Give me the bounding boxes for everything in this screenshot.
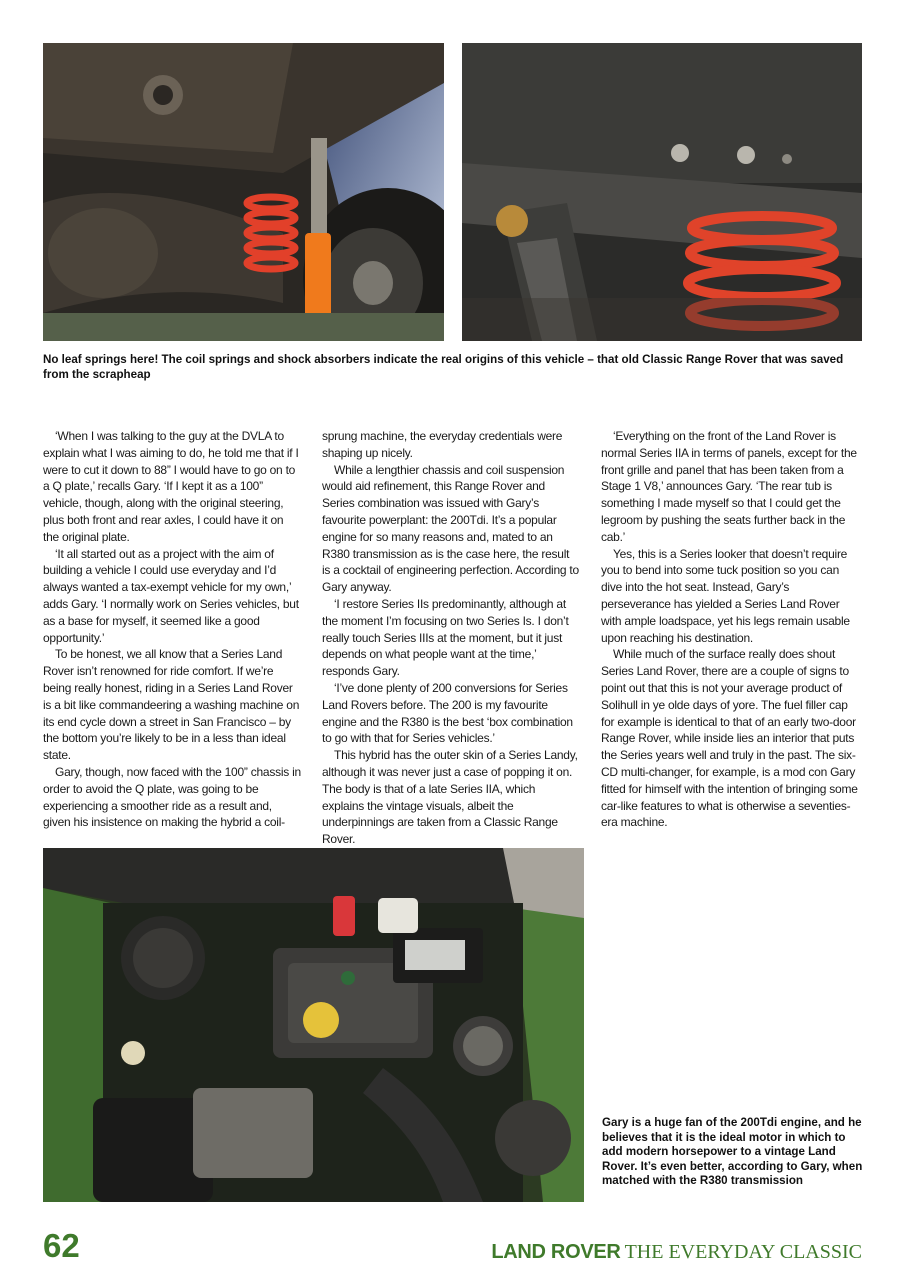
paragraph: This hybrid has the outer skin of a Series Landy, although it was never just a case of popping it on. The body is that of a late Series IIA, which explains the vintage visuals, albeit the underpinnings are taken from a Classic Range Rover. [322,748,578,847]
caption-engine-photo: Gary is a huge fan of the 200Tdi engine, and he believes that it is the ideal motor in which to add modern horsepower to a vintage Land Rover. It’s even better, according to Gary, when matched with the R380 transmission [602,1116,863,1188]
running-footer-title [491,1239,862,1267]
paragraph: To be honest, we all know that a Series Land Rover isn’t renowned for ride comfort. If we’re being really honest, riding in a Series Land Rover is a bit like commandeering a washing machine on its end cycle down a street in San Francisco – by the bottom you’re likely to be in a less than ideal state. [43,647,300,763]
article-column-3 [601,428,859,831]
paragraph: ‘Everything on the front of the Land Rover is normal Series IIA in terms of panels, except for the front grille and panel that has been taken from a Stage 1 V8,’ announces Gary. ‘The rear tub is something I made myself so that I could get the legroom by pushing the seats further back in the cab.’ [601,429,857,544]
paragraph: Yes, this is a Series looker that doesn’t require you to bend into some tuck position so you can dive into the hot seat. Instead, Gary’s perseverance has yielded a Series Land Rover with ample loadspace, yet his legs remain usable upon reaching his destination. [601,546,850,645]
article-column-1 [43,428,301,831]
paragraph: Gary, though, now faced with the 100” chassis in order to avoid the Q plate, was going to be experiencing a smoother ride as a result and, given his insistence on making the hybrid a coil- [43,764,301,830]
paragraph: sprung machine, the everyday credentials were shaping up nicely. [322,429,563,460]
footer-brand: LAND ROVER [491,1241,621,1263]
paragraph: ‘It all started out as a project with the aim of building a vehicle I could use everyday and I’d always wanted a tax-exempt vehicle for my own,’ adds Gary. ‘I normally work on Series vehicles, but as a base for myself, it seemed like a good opportunity.’ [43,546,299,645]
paragraph: ‘When I was talking to the guy at the DVLA to explain what I was aiming to do, he told me that if I were to cut it down to 88” I would have to go on to a Q plate,’ recalls Gary. ‘If I kept it as a 100” vehicle, though, along with the original steering, plus both front and rear axles, I could have it on the original plate. [43,429,299,544]
footer-subtitle: THE EVERYDAY CLASSIC [624,1241,862,1263]
paragraph: ‘I’ve done plenty of 200 conversions for Series Land Rovers before. The 200 is my favourite engine and the R380 is the best ‘box combination to go with that for Series vehicles.’ [322,680,573,746]
paragraph: While much of the surface really does shout Series Land Rover, there are a couple of signs to point out that this is not your average product of Solihull in ye olde days of yore. The fuel filler cap for example is identical to that of an early two-door Range Rover, while inside lies an interior that puts the Series years well and truly in the past. The six-CD multi-changer, for example, is a mod con Gary fitted for himself with the intention of bringing some car-like features to what is otherwise a seventies-era machine. [601,647,858,830]
photo-rear-suspension-left [43,43,444,341]
photo-rear-suspension-right [462,43,862,341]
article-column-2 [322,428,580,848]
page-number: 62 [43,1227,80,1264]
caption-suspension-photos: No leaf springs here! The coil springs and shock absorbers indicate the real origins of this vehicle – that old Classic Range Rover that was saved from the scrapheap [43,353,844,381]
paragraph: ‘I restore Series IIs predominantly, although at the moment I’m focusing on two Series Is. I don’t really touch Series IIIs at the moment, but it just depends on what people want at the time,’ responds Gary. [322,596,569,679]
paragraph: While a lengthier chassis and coil suspension would aid refinement, this Range Rover and Series combination was issued with Gary’s favourite powerplant: the 200Tdi. It’s a popular engine for so many reasons and, mated to an R380 transmission as is the case here, the result is a cocktail of engineering perfection. According to Gary anyway. [322,462,579,595]
photo-engine-bay [43,848,584,1202]
